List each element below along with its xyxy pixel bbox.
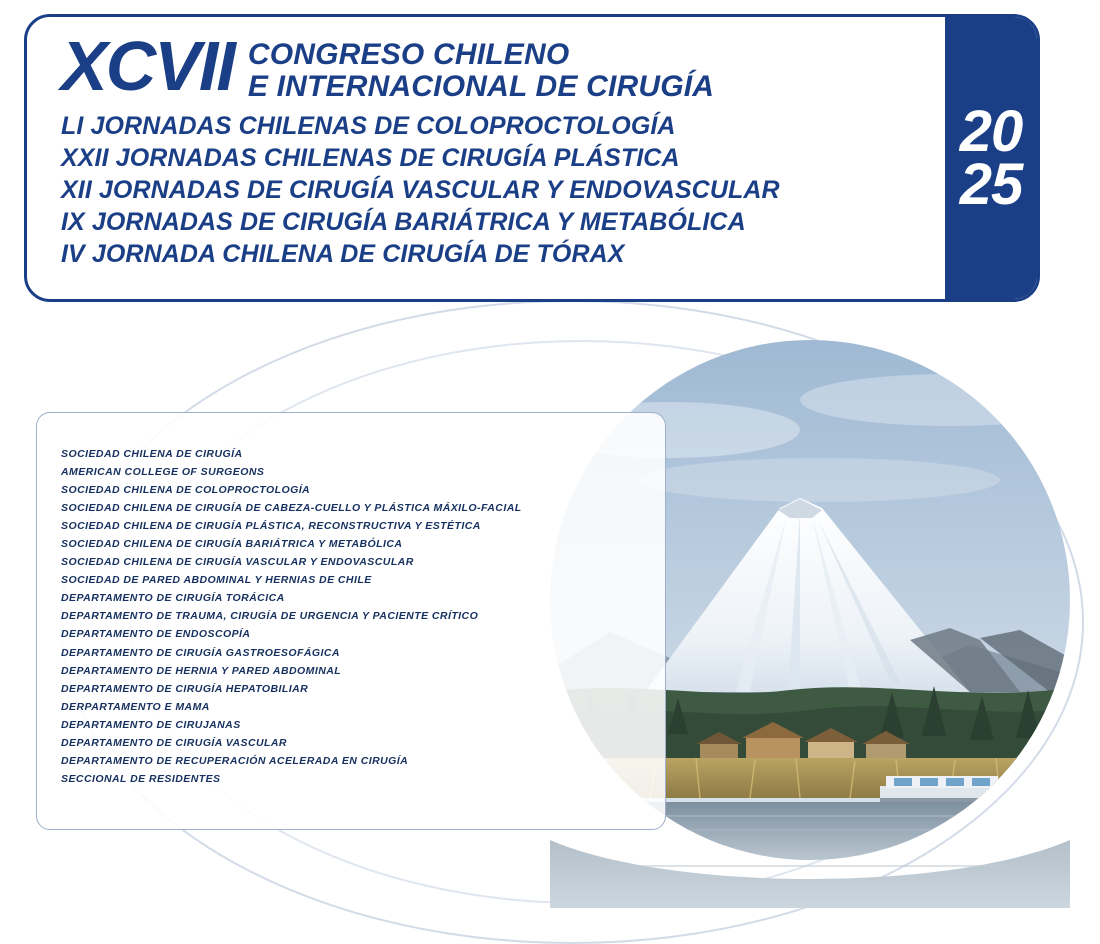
list-item: SOCIEDAD CHILENA DE CIRUGÍA PLÁSTICA, RECONSTRUCTIVA Y ESTÉTICA	[61, 520, 481, 533]
congress-title-line-2: E INTERNACIONAL DE CIRUGÍA	[247, 70, 715, 104]
congress-title-line-1: CONGRESO CHILENO	[247, 38, 570, 71]
list-item: DEPARTAMENTO DE ENDOSCOPÍA	[61, 628, 251, 641]
congress-number: XCVII	[61, 27, 234, 105]
list-item: SECCIONAL DE RESIDENTES	[61, 772, 221, 785]
congress-subtitles	[61, 110, 951, 270]
subtitle-line-3: XII JORNADAS DE CIRUGÍA VASCULAR Y ENDOVASCULAR	[61, 175, 780, 204]
list-item: DEPARTAMENTO DE HERNIA Y PARED ABDOMINAL	[61, 664, 342, 677]
main-title-row	[61, 27, 951, 105]
year-bottom: 25	[959, 152, 1023, 217]
list-item: AMERICAN COLLEGE OF SURGEONS	[61, 466, 265, 479]
photo-water-extension	[550, 840, 1070, 908]
year-top: 20	[959, 98, 1023, 164]
list-item: DERPARTAMENTO E MAMA	[61, 700, 210, 713]
banner-text-block	[27, 17, 951, 299]
list-item: SOCIEDAD CHILENA DE CIRUGÍA VASCULAR Y ENDOVASCULAR	[61, 556, 414, 569]
list-item: DEPARTAMENTO DE CIRUGÍA GASTROESOFÁGICA	[61, 646, 340, 659]
societies-list	[61, 445, 665, 788]
list-item: SOCIEDAD CHILENA DE CIRUGÍA	[61, 448, 243, 460]
list-item: SOCIEDAD CHILENA DE COLOPROCTOLOGÍA	[61, 484, 311, 497]
subtitle-line-1: LI JORNADAS CHILENAS DE COLOPROCTOLOGÍA	[61, 111, 676, 140]
list-item: SOCIEDAD CHILENA DE CIRUGÍA BARIÁTRICA Y METABÓLICA	[61, 538, 403, 551]
subtitle-line-2: XXII JORNADAS CHILENAS DE CIRUGÍA PLÁSTICA	[61, 143, 680, 172]
participating-societies-box	[36, 412, 666, 830]
list-item: SOCIEDAD CHILENA DE CIRUGÍA DE CABEZA-CUELLO Y PLÁSTICA MÁXILO-FACIAL	[61, 502, 522, 515]
subtitle-line-5: IV JORNADA CHILENA DE CIRUGÍA DE TÓRAX	[61, 239, 625, 268]
list-item: DEPARTAMENTO DE RECUPERACIÓN ACELERADA EN CIRUGÍA	[61, 754, 409, 767]
list-item: DEPARTAMENTO DE CIRUJANAS	[61, 718, 241, 731]
list-item: DEPARTAMENTO DE CIRUGÍA HEPATOBILIAR	[61, 682, 309, 695]
list-item: DEPARTAMENTO DE CIRUGÍA TORÁCICA	[61, 592, 285, 605]
header-banner	[24, 14, 1040, 302]
year-badge	[945, 17, 1037, 299]
list-item: DEPARTAMENTO DE TRAUMA, CIRUGÍA DE URGENCIA Y PACIENTE CRÍTICO	[61, 610, 479, 623]
subtitle-line-4: IX JORNADAS DE CIRUGÍA BARIÁTRICA Y METABÓLICA	[61, 207, 746, 236]
list-item: SOCIEDAD DE PARED ABDOMINAL Y HERNIAS DE CHILE	[61, 574, 372, 587]
congress-title	[248, 33, 714, 104]
list-item: DEPARTAMENTO DE CIRUGÍA VASCULAR	[61, 736, 287, 749]
